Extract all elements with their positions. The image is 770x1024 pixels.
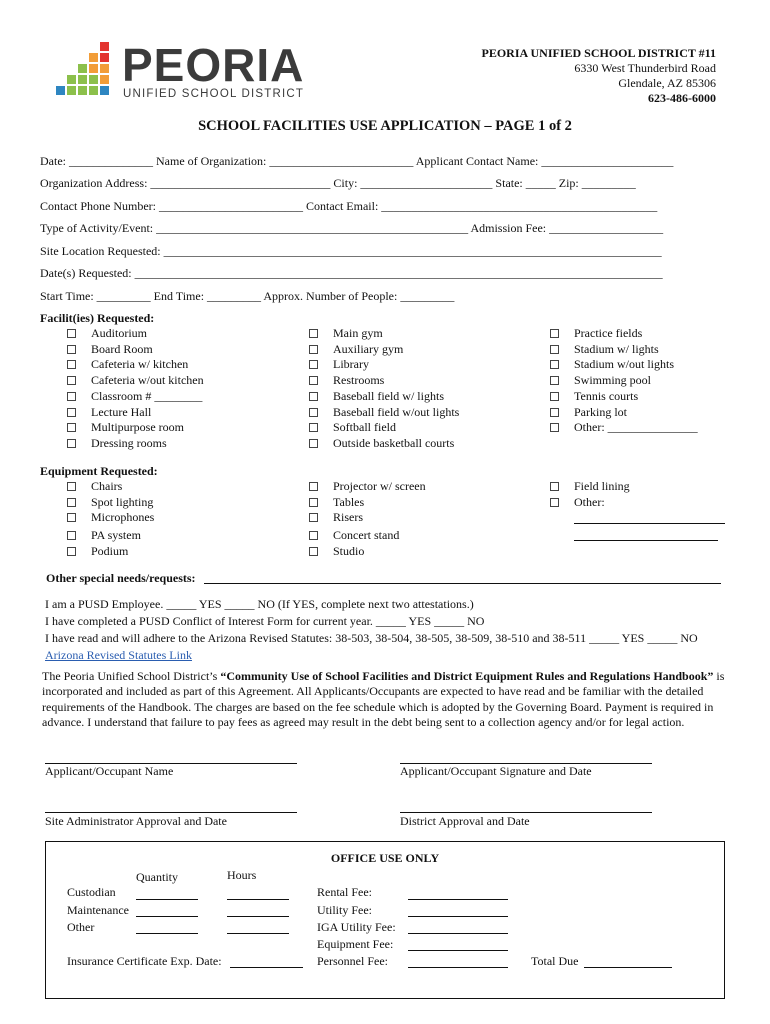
district-street: 6330 West Thunderbird Road (574, 61, 716, 75)
facility-option[interactable]: Cafeteria w/ kitchen (67, 357, 204, 373)
checkbox[interactable] (309, 392, 318, 401)
custodian-label: Custodian (67, 885, 116, 899)
checkbox[interactable] (550, 376, 559, 385)
row-phone-email[interactable]: Contact Phone Number: ________________________ Contact Email: ______________________________________________ (40, 199, 658, 213)
quantity-header: Quantity (136, 870, 178, 884)
other-hours-field[interactable] (227, 933, 289, 934)
hours-header: Hours (227, 868, 257, 882)
facility-option[interactable]: Tennis courts (550, 389, 698, 405)
applicant-signature-label: Applicant/Occupant Signature and Date (400, 764, 592, 778)
checkbox[interactable] (67, 547, 76, 556)
checkbox[interactable] (67, 498, 76, 507)
checkbox[interactable] (550, 329, 559, 338)
row-times-people[interactable]: Start Time: _________ End Time: _________ Approx. Number of People: _________ (40, 289, 455, 303)
facility-option[interactable]: Stadium w/ lights (550, 342, 698, 358)
rental-fee-field[interactable] (408, 899, 508, 900)
district-name: PEORIA UNIFIED SCHOOL DISTRICT #11 (481, 46, 716, 60)
equipment-other-line[interactable] (574, 540, 718, 541)
row-site-location[interactable]: Site Location Requested: ___________________________________________________________________________________ (40, 244, 662, 258)
other-needs-line[interactable] (204, 583, 721, 584)
rental-fee-label: Rental Fee: (317, 885, 372, 899)
equipment-option[interactable]: Chairs (67, 479, 154, 495)
equipment-fee-field[interactable] (408, 950, 508, 951)
facility-option[interactable]: Classroom # ________ (67, 389, 204, 405)
facilities-heading: Facilit(ies) Requested: (40, 311, 155, 325)
row-dates-requested[interactable]: Date(s) Requested: ________________________________________________________________________________________ (40, 266, 663, 280)
custodian-quantity-field[interactable] (136, 899, 198, 900)
facility-option[interactable]: Multipurpose room (67, 420, 204, 436)
checkbox[interactable] (550, 392, 559, 401)
office-use-box (45, 841, 725, 999)
checkbox[interactable] (309, 423, 318, 432)
equipment-option[interactable]: Microphones (67, 510, 154, 526)
facility-option[interactable]: Baseball field w/out lights (309, 405, 459, 421)
facility-option[interactable]: Auditorium (67, 326, 204, 342)
facility-option[interactable]: Stadium w/out lights (550, 357, 698, 373)
checkbox[interactable] (67, 439, 76, 448)
logo-subtitle: UNIFIED SCHOOL DISTRICT (123, 88, 305, 100)
checkbox[interactable] (550, 498, 559, 507)
checkbox[interactable] (67, 513, 76, 522)
maintenance-quantity-field[interactable] (136, 916, 198, 917)
facility-option[interactable]: Cafeteria w/out kitchen (67, 373, 204, 389)
equipment-col2 (309, 479, 426, 560)
attest-statutes[interactable]: I have read and will adhere to the Arizona Revised Statutes: 38-503, 38-504, 38-505, 38-509, 38-510 and 38-511 _____ YES _____ NO (45, 631, 698, 645)
facilities-col3 (550, 326, 698, 436)
facility-option[interactable]: Auxiliary gym (309, 342, 459, 358)
handbook-title: “Community Use of School Facilities and District Equipment Rules and Regulations Handbook” (220, 669, 714, 683)
equipment-other-line[interactable] (574, 523, 725, 524)
iga-utility-fee-label: IGA Utility Fee: (317, 920, 396, 934)
equipment-option[interactable]: PA system (67, 528, 154, 544)
total-due-label: Total Due (531, 954, 579, 968)
other-needs-label: Other special needs/requests: (46, 571, 196, 585)
equipment-option[interactable]: Podium (67, 544, 154, 560)
statutes-link[interactable]: Arizona Revised Statutes Link (45, 648, 192, 662)
checkbox[interactable] (67, 408, 76, 417)
row-address[interactable]: Organization Address: ______________________________ City: ______________________ State: _____ Zip: _________ (40, 176, 636, 190)
checkbox[interactable] (67, 482, 76, 491)
checkbox[interactable] (67, 376, 76, 385)
office-heading: OFFICE USE ONLY (330, 851, 440, 865)
facilities-col2 (309, 326, 459, 452)
facility-option[interactable]: Outside basketball courts (309, 436, 459, 452)
attest-conflict[interactable]: I have completed a PUSD Conflict of Interest Form for current year. _____ YES _____ NO (45, 614, 485, 628)
utility-fee-field[interactable] (408, 916, 508, 917)
equipment-option[interactable]: Spot lighting (67, 495, 154, 511)
checkbox[interactable] (67, 423, 76, 432)
iga-utility-fee-field[interactable] (408, 933, 508, 934)
equipment-option[interactable]: Risers (309, 510, 426, 526)
checkbox[interactable] (309, 329, 318, 338)
facilities-col1 (67, 326, 204, 452)
signature-line[interactable] (45, 812, 297, 813)
checkbox[interactable] (309, 547, 318, 556)
facility-option[interactable]: Lecture Hall (67, 405, 204, 421)
checkbox[interactable] (550, 360, 559, 369)
equipment-option[interactable]: Tables (309, 495, 426, 511)
custodian-hours-field[interactable] (227, 899, 289, 900)
checkbox[interactable] (67, 531, 76, 540)
insurance-label: Insurance Certificate Exp. Date: (67, 954, 222, 968)
equipment-heading: Equipment Requested: (40, 464, 158, 478)
row-date-org-contact[interactable]: Date: ______________ Name of Organization: ________________________ Applicant Contact Name: ______________________ (40, 154, 674, 168)
facility-option[interactable]: Baseball field w/ lights (309, 389, 459, 405)
equipment-option[interactable]: Studio (309, 544, 426, 560)
facility-option[interactable]: Other: _______________ (550, 420, 698, 436)
attest-employee[interactable]: I am a PUSD Employee. _____ YES _____ NO (If YES, complete next two attestations.) (45, 597, 474, 611)
equipment-option[interactable]: Other: (550, 495, 630, 511)
facility-option[interactable]: Board Room (67, 342, 204, 358)
equipment-col3 (550, 479, 630, 510)
facility-option[interactable]: Library (309, 357, 459, 373)
signature-line[interactable] (400, 812, 652, 813)
checkbox[interactable] (550, 482, 559, 491)
applicant-name-label: Applicant/Occupant Name (45, 764, 174, 778)
row-activity-fee[interactable]: Type of Activity/Event: ____________________________________________________ Admission Fee: ___________________ (40, 221, 664, 235)
maintenance-hours-field[interactable] (227, 916, 289, 917)
personnel-fee-field[interactable] (408, 967, 508, 968)
checkbox[interactable] (309, 513, 318, 522)
utility-fee-label: Utility Fee: (317, 903, 372, 917)
checkbox[interactable] (309, 360, 318, 369)
checkbox[interactable] (67, 329, 76, 338)
personnel-fee-label: Personnel Fee: (317, 954, 388, 968)
checkbox[interactable] (309, 531, 318, 540)
equipment-fee-label: Equipment Fee: (317, 937, 394, 951)
facility-option[interactable]: Restrooms (309, 373, 459, 389)
district-approval-label: District Approval and Date (400, 814, 530, 828)
facility-option[interactable]: Softball field (309, 420, 459, 436)
checkbox[interactable] (550, 408, 559, 417)
district-logo-mark (56, 42, 114, 100)
facility-option[interactable]: Main gym (309, 326, 459, 342)
checkbox[interactable] (309, 408, 318, 417)
checkbox[interactable] (67, 345, 76, 354)
other-quantity-field[interactable] (136, 933, 198, 934)
checkbox[interactable] (67, 360, 76, 369)
facility-option[interactable]: Practice fields (550, 326, 698, 342)
equipment-option[interactable]: Projector w/ screen (309, 479, 426, 495)
district-city: Glendale, AZ 85306 (618, 76, 716, 90)
checkbox[interactable] (309, 482, 318, 491)
maintenance-label: Maintenance (67, 903, 129, 917)
checkbox[interactable] (550, 345, 559, 354)
checkbox[interactable] (67, 392, 76, 401)
form-title: SCHOOL FACILITIES USE APPLICATION – PAGE 1 of 2 (198, 118, 572, 134)
checkbox[interactable] (550, 423, 559, 432)
checkbox[interactable] (309, 498, 318, 507)
total-due-field[interactable] (584, 967, 672, 968)
agreement-paragraph: The Peoria Unified School District’s “Community Use of School Facilities and District Equipment Rules and Regulations Handbook” is incorporated and included as part of this Agreement. All Applicants/Occupants are expected to have read and be familiar with the detailed requirements of the Handbook. The charges are based on the fee schedule which is adopted by the Governing Board. Payment is required in advance. I understand that failure to pay fees as agreed may result in the debt being sent to a collection agency and/or for legal action. (42, 669, 725, 730)
checkbox[interactable] (309, 376, 318, 385)
checkbox[interactable] (309, 439, 318, 448)
district-address (481, 46, 716, 106)
equipment-option[interactable]: Field lining (550, 479, 630, 495)
facility-option[interactable]: Parking lot (550, 405, 698, 421)
other-label: Other (67, 920, 95, 934)
facility-option[interactable]: Swimming pool (550, 373, 698, 389)
equipment-col1 (67, 479, 154, 560)
checkbox[interactable] (309, 345, 318, 354)
insurance-date-field[interactable] (230, 967, 303, 968)
logo-wordmark: PEORIA (122, 39, 305, 91)
district-phone: 623-486-6000 (648, 91, 716, 105)
facility-option[interactable]: Dressing rooms (67, 436, 204, 452)
equipment-option[interactable]: Concert stand (309, 528, 426, 544)
site-admin-label: Site Administrator Approval and Date (45, 814, 227, 828)
